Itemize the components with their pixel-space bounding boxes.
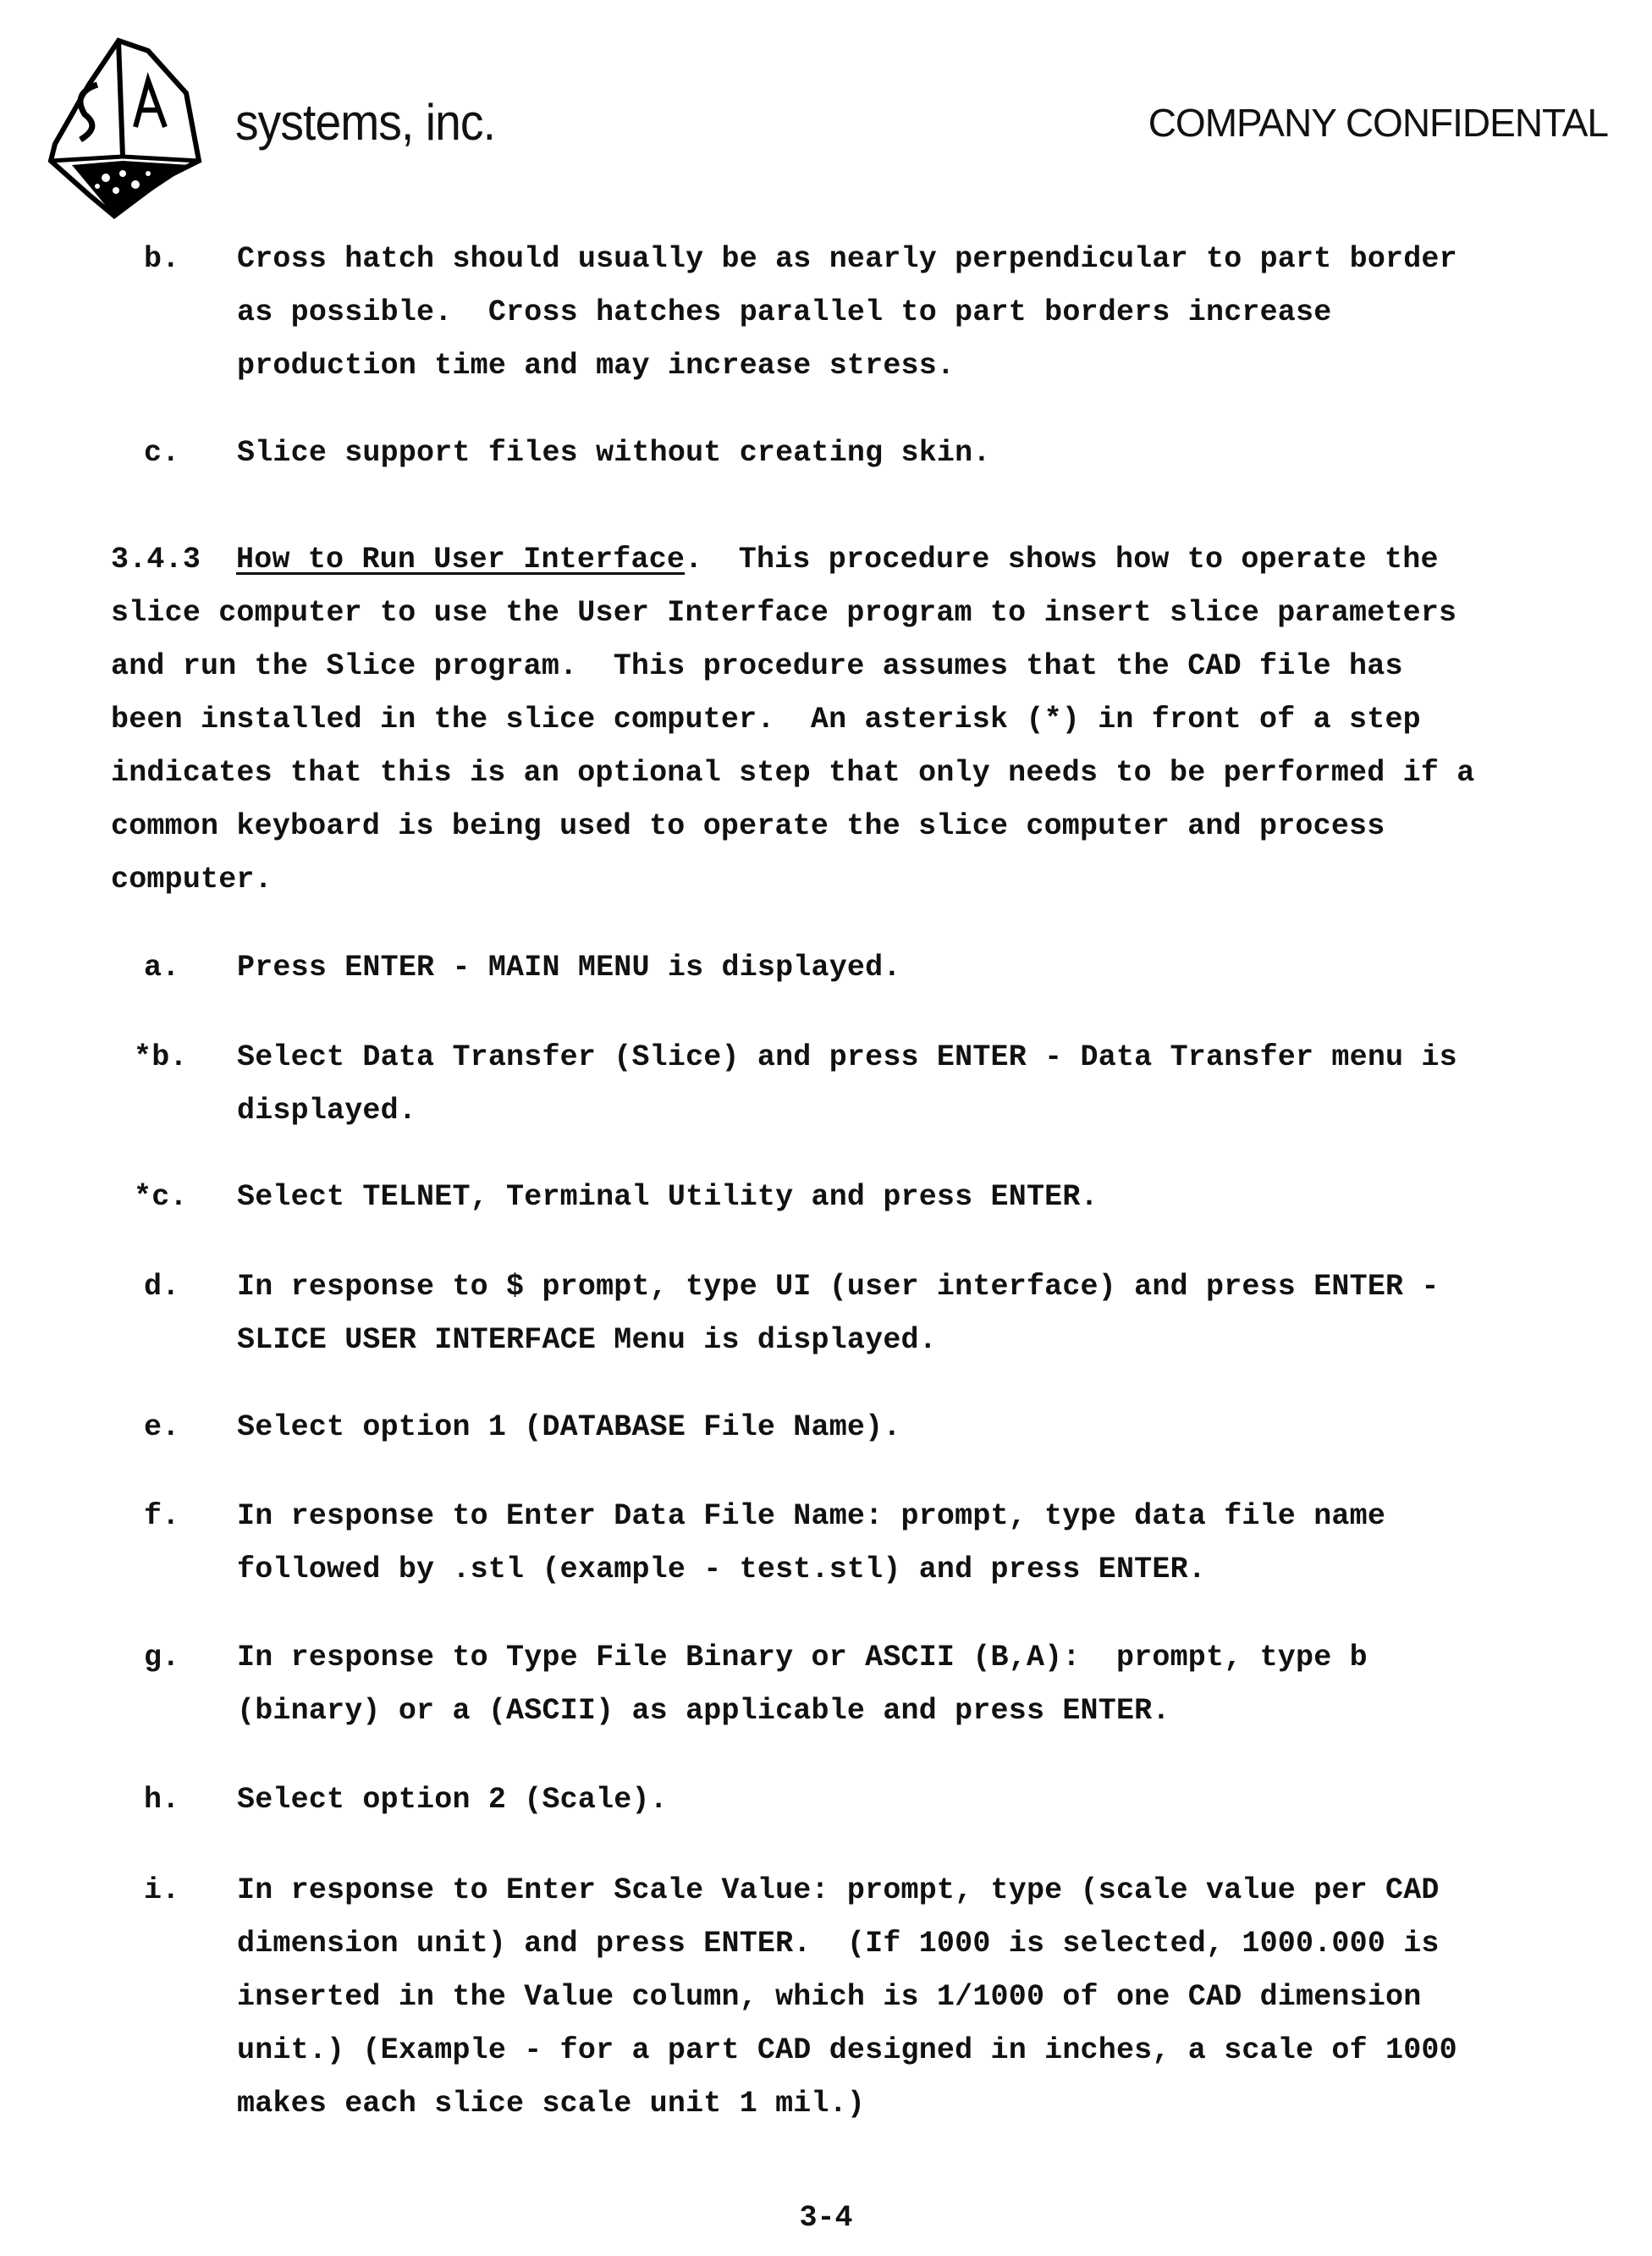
list-item-text-line: Select option 2 (Scale). xyxy=(237,1773,668,1827)
section-title: How to Run User Interface xyxy=(236,543,685,576)
list-item-text-line: production time and may increase stress. xyxy=(237,339,1457,393)
section-text-line: been installed in the slice computer. An asterisk (*) in front of a step xyxy=(111,693,1634,747)
section-paragraph xyxy=(111,533,1634,907)
list-item-text-line: Press ENTER - MAIN MENU is displayed. xyxy=(237,941,901,995)
list-item-text-line: In response to Enter Scale Value: prompt, type (scale value per CAD xyxy=(237,1864,1457,1917)
list-item-text-line: makes each slice scale unit 1 mil.) xyxy=(237,2077,1457,2131)
cube-logo-icon xyxy=(38,34,229,229)
list-item-label: *c. xyxy=(134,1171,188,1224)
list-item-text-line: (binary) or a (ASCII) as applicable and press ENTER. xyxy=(237,1685,1368,1738)
section-text-line: common keyboard is being used to operate the slice computer and process xyxy=(111,800,1634,853)
list-item-text-line: inserted in the Value column, which is 1/1000 of one CAD dimension xyxy=(237,1971,1457,2024)
list-item-text-line: unit.) (Example - for a part CAD designed in inches, a scale of 1000 xyxy=(237,2024,1457,2077)
list-item-label: a. xyxy=(144,941,179,995)
list-item-text-line: Select option 1 (DATABASE File Name). xyxy=(237,1401,901,1454)
list-item-text-line: In response to Enter Data File Name: prompt, type data file name xyxy=(237,1490,1385,1543)
section-text: . This procedure shows how to operate the xyxy=(685,543,1439,576)
list-item-text-line: In response to Type File Binary or ASCII (B,A): prompt, type b xyxy=(237,1631,1368,1685)
list-item-text-line: Slice support files without creating skin. xyxy=(237,427,991,480)
section-text-line: computer. xyxy=(111,853,1634,907)
list-item-text-line: Select TELNET, Terminal Utility and press ENTER. xyxy=(237,1171,1099,1224)
list-item-text-line: SLICE USER INTERFACE Menu is displayed. xyxy=(237,1314,1440,1367)
confidential-label: COMPANY CONFIDENTAL xyxy=(1148,100,1608,146)
list-item-label: h. xyxy=(144,1773,179,1827)
section-text-line: slice computer to use the User Interface program to insert slice parameters xyxy=(111,587,1634,640)
section-text-line: and run the Slice program. This procedure assumes that the CAD file has xyxy=(111,640,1634,693)
list-item-text-line: displayed. xyxy=(237,1084,1457,1138)
page-number: 3-4 xyxy=(0,2201,1652,2235)
company-logo xyxy=(38,34,229,229)
list-item-label: e. xyxy=(144,1401,179,1454)
list-item-text-line: followed by .stl (example - test.stl) and press ENTER. xyxy=(237,1543,1385,1597)
list-item-text-line: as possible. Cross hatches parallel to part borders increase xyxy=(237,286,1457,339)
list-item-label: i. xyxy=(144,1864,179,1917)
list-item-text-line: Select Data Transfer (Slice) and press ENTER - Data Transfer menu is xyxy=(237,1031,1457,1084)
list-item-label: d. xyxy=(144,1260,179,1314)
list-item-text-line: Cross hatch should usually be as nearly perpendicular to part border xyxy=(237,233,1457,286)
list-item-label: b. xyxy=(144,233,179,286)
section-text-line: indicates that this is an optional step that only needs to be performed if a xyxy=(111,747,1634,800)
list-item-text-line: In response to $ prompt, type UI (user interface) and press ENTER - xyxy=(237,1260,1440,1314)
list-item-label: c. xyxy=(144,427,179,480)
section-number: 3.4.3 xyxy=(111,543,201,576)
company-name: systems, inc. xyxy=(235,93,495,152)
list-item-text-line: dimension unit) and press ENTER. (If 1000 is selected, 1000.000 is xyxy=(237,1917,1457,1971)
section-first-line xyxy=(111,533,1634,587)
list-item-label: f. xyxy=(144,1490,179,1543)
list-item-label: g. xyxy=(144,1631,179,1685)
list-item-label: *b. xyxy=(134,1031,188,1084)
